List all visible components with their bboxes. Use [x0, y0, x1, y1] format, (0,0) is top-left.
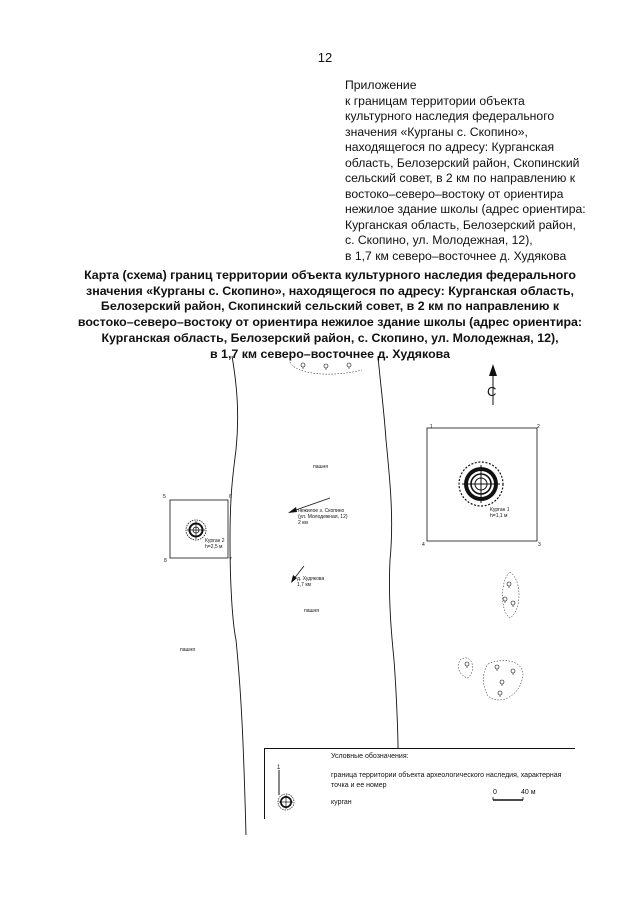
tree-clump-icon: [484, 661, 523, 700]
boundary-point-label: 7: [229, 557, 232, 563]
village-reference-line: д. Худякова: [297, 576, 325, 582]
scale-value-label: 40 м: [521, 789, 536, 796]
legend-boundary-text: граница территории объекта археологического наследия, характерная точка и ее номер: [331, 772, 562, 789]
map-title-line: востоко–северо–востоку от ориентира нежилое здание школы (адрес ориентира:: [77, 315, 583, 330]
appendix-line: с. Скопино, ул. Молодежная, 12),: [345, 233, 533, 247]
map-title-line: Курганская область, Белозерский район, с. Скопино, ул. Молодежная, 12),: [101, 330, 559, 345]
kurgan2-height: h=2,5 м: [205, 544, 223, 550]
boundary-point-label: 8: [164, 558, 167, 564]
north-label: С: [487, 384, 497, 399]
scale-zero-label: 0: [493, 789, 497, 796]
boundary-point-label: 2: [537, 424, 540, 430]
field-label: пашня: [180, 647, 195, 653]
tree-clump-icon: [458, 658, 472, 678]
boundary-point-label: 1: [430, 424, 433, 430]
boundary-point-label: 6: [229, 494, 232, 500]
map-title-line: в 1,7 км северо–восточнее д. Худякова: [210, 346, 450, 361]
appendix-line: Приложение: [345, 78, 417, 92]
kurgan2-name: Курган 2: [205, 538, 225, 544]
tree-clump-icon: [290, 362, 362, 374]
tree-clump-icon: [503, 572, 520, 618]
appendix-line: в 1,7 км северо–восточнее д. Худякова: [345, 248, 567, 263]
appendix-line: Курганская область, Белозерский район,: [345, 217, 576, 232]
kurgan-symbol-icon: [186, 520, 206, 540]
appendix-line: область, Белозерский район, Скопинский: [345, 155, 580, 170]
legend-point-number: 1: [277, 765, 281, 771]
kurgan2-label: [205, 538, 225, 550]
boundary-point-label: 3: [538, 542, 541, 548]
map-title-line: значения «Курганы с. Скопино», находящегося по адресу: Курганская область,: [86, 283, 574, 298]
map-title-line: Белозерский район, Скопинский сельский совет, в 2 км по направлению к: [100, 299, 560, 314]
school-reference-label: [298, 508, 348, 526]
village-reference-line: 1,7 км: [297, 582, 311, 588]
page-number: 12: [317, 50, 333, 65]
school-reference-line: (ул. Молодежная, 12): [298, 514, 348, 520]
kurgan1-height: h=1,1 м: [490, 513, 508, 519]
field-label: пашня: [304, 608, 319, 614]
boundary-point-label: 4: [422, 542, 425, 548]
legend-box: [264, 748, 575, 819]
kurgan1-label: [490, 507, 510, 519]
school-reference-line: 2 км: [298, 520, 308, 526]
appendix-line: культурного наследия федерального: [345, 109, 555, 123]
village-reference-label: [297, 576, 324, 588]
appendix-line: значения «Курганы с. Скопино»,: [345, 124, 528, 139]
map-title-line: Карта (схема) границ территории объекта культурного наследия федерального: [84, 268, 576, 282]
road-line-left: [230, 356, 246, 835]
appendix-line: сельский совет, в 2 км по направлению к: [345, 171, 576, 185]
appendix-line: находящегося по адресу: Курганская: [345, 140, 555, 154]
legend-title: Условные обозначения:: [331, 753, 409, 760]
kurgan1-name: Курган 1: [490, 507, 510, 513]
legend-kurgan-text: курган: [331, 799, 352, 806]
field-label: пашня: [313, 464, 328, 470]
boundary-point-label: 5: [163, 494, 166, 500]
appendix-line: востоко–северо–востоку от ориентира: [345, 186, 564, 201]
appendix-line: нежилое здание школы (адрес ориентира:: [345, 202, 586, 216]
school-reference-line: нежилое з. Скопино: [298, 508, 345, 514]
road-line-right: [378, 356, 398, 748]
kurgan-symbol-icon: [459, 462, 503, 506]
appendix-line: к границам территории объекта: [345, 93, 525, 108]
